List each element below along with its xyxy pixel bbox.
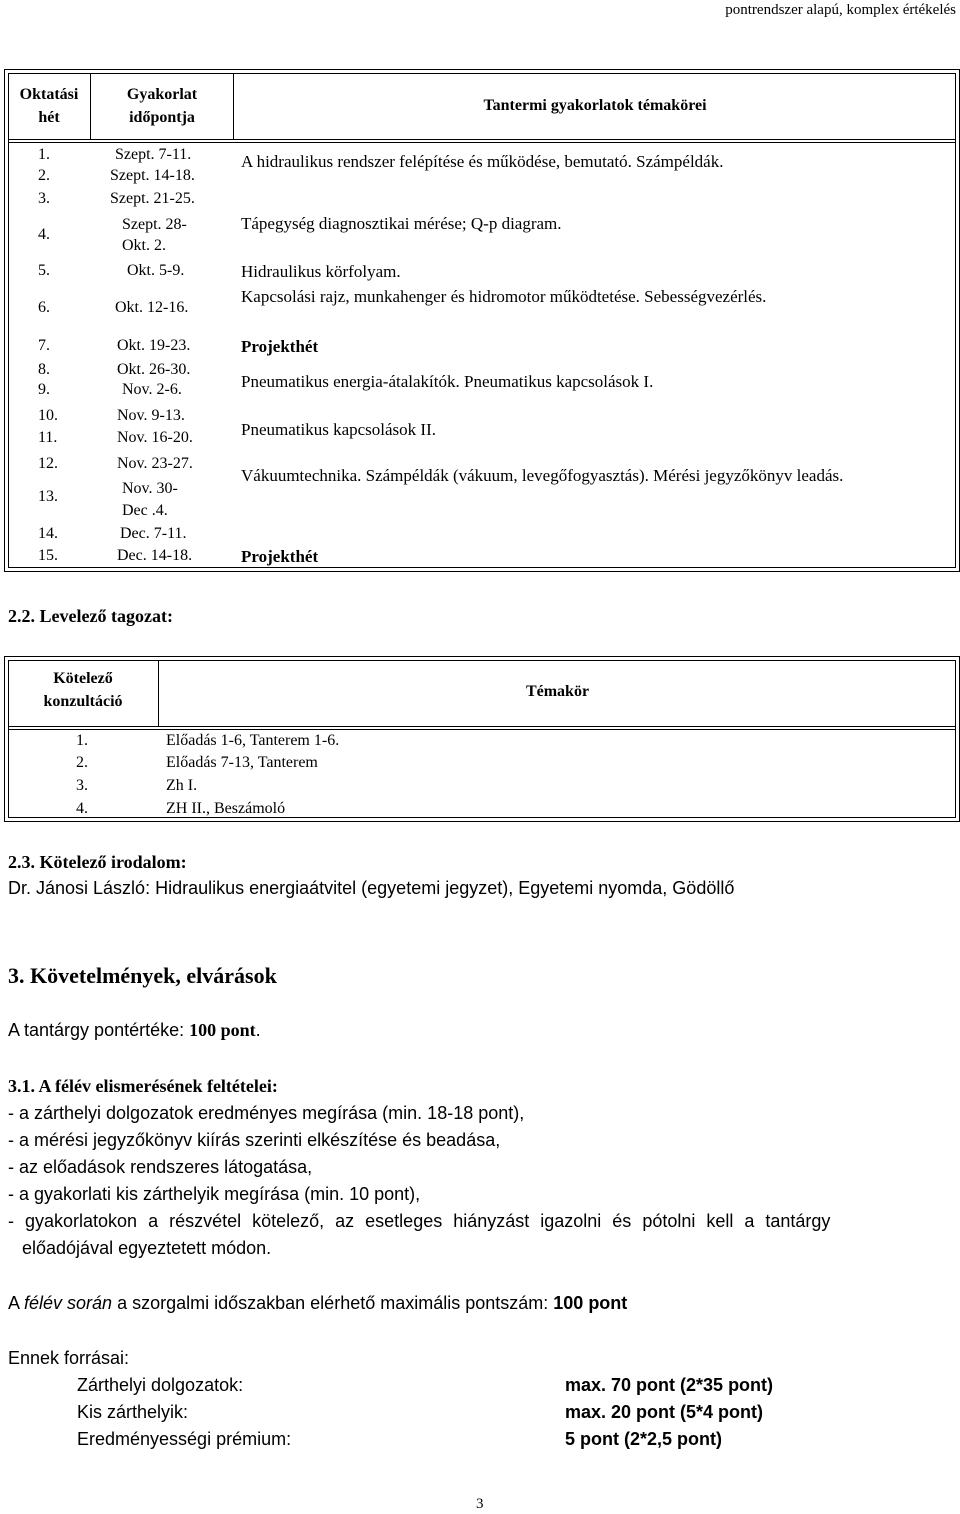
topic-1: A hidraulikus rendszer felépítése és működése, bemutató. Számpéldák. (241, 152, 724, 171)
topic-9-project-week: Projekthét (241, 547, 319, 566)
date-9: Nov. 2-6. (122, 381, 182, 398)
running-header: pontrendszer alapú, komplex értékelés (725, 2, 956, 18)
week-9: 9. (38, 381, 50, 398)
consult-num-1: 1. (76, 732, 88, 749)
consult-topic-2: Előadás 7-13, Tanterem (166, 754, 318, 771)
source-value-3: 5 pont (2*2,5 pont) (565, 1429, 722, 1449)
source-label-3: Eredményességi prémium: (77, 1429, 292, 1449)
header-topics: Tantermi gyakorlatok témakörei (483, 97, 707, 114)
week-5: 5. (38, 262, 50, 279)
condition-1: - a zárthelyi dolgozatok eredményes megírása (min. 18-18 pont), (8, 1103, 525, 1123)
condition-5: - gyakorlatokon a részvétel kötelező, az esetleges hiányzást igazolni és pótolni kell a tantárgy (8, 1211, 831, 1231)
consult-num-2: 2. (76, 754, 88, 771)
week-2: 2. (38, 167, 50, 184)
section-3-title: 3. Követelmények, elvárások (8, 963, 277, 988)
consult-topic-3: Zh I. (166, 777, 198, 794)
page-number: 3 (476, 1496, 484, 1512)
section-2-2-title: 2.2. Levelező tagozat: (8, 606, 173, 626)
source-label-2: Kis zárthelyik: (77, 1402, 189, 1422)
required-literature: Dr. Jánosi László: Hidraulikus energiaátvitel (egyetemi jegyzet), Egyetemi nyomda, Gödöllő (8, 878, 735, 898)
max-points: A félév során a szorgalmi időszakban elérhető maximális pontszám: 100 pont (8, 1293, 628, 1313)
week-11: 11. (38, 429, 58, 446)
week-13: 13. (38, 488, 58, 505)
section-2-3-title: 2.3. Kötelező irodalom: (8, 852, 187, 872)
topic-4: Kapcsolási rajz, munkahenger és hidromotor működtetése. Sebességvezérlés. (241, 287, 767, 306)
date-7: Okt. 19-23. (117, 337, 191, 354)
date-4: Szept. 28- Okt. 2. (122, 216, 187, 254)
topic-7: Pneumatikus kapcsolások II. (241, 420, 436, 439)
date-14: Dec. 7-11. (120, 525, 187, 542)
topic-8: Vákuumtechnika. Számpéldák (vákuum, levegőfogyasztás). Mérési jegyzőkönyv leadás. (241, 466, 844, 485)
source-value-1: max. 70 pont (2*35 pont) (565, 1375, 774, 1395)
consult-topic-4: ZH II., Beszámoló (166, 800, 286, 817)
header-separator (8, 139, 956, 140)
week-7: 7. (38, 337, 50, 354)
condition-2: - a mérési jegyzőkönyv kiírás szerinti elkészítése és beadása, (8, 1130, 501, 1150)
consult-header-num: Kötelező konzultáció (43, 670, 123, 710)
date-1: Szept. 7-11. (115, 146, 192, 163)
week-12: 12. (38, 455, 58, 472)
date-13: Nov. 30- Dec .4. (122, 480, 178, 519)
condition-3: - az előadások rendszeres látogatása, (8, 1157, 313, 1177)
date-11: Nov. 16-20. (117, 429, 193, 446)
topic-2: Tápegység diagnosztikai mérése; Q-p diagram. (241, 214, 562, 233)
date-8: Okt. 26-30. (117, 361, 191, 378)
date-3: Szept. 21-25. (110, 190, 195, 207)
week-1: 1. (38, 146, 50, 163)
date-12: Nov. 23-27. (117, 455, 193, 472)
topic-6: Pneumatikus energia-átalakítók. Pneumatikus kapcsolások I. (241, 372, 654, 391)
date-2: Szept. 14-18. (110, 167, 195, 184)
source-label-1: Zárthelyi dolgozatok: (77, 1375, 244, 1395)
week-4: 4. (38, 226, 50, 243)
header-date: Gyakorlat időpontja (126, 86, 198, 126)
consult-header-separator-double (8, 729, 956, 730)
consult-topic-1: Előadás 1-6, Tanterem 1-6. (166, 732, 340, 749)
date-15: Dec. 14-18. (117, 547, 193, 564)
date-6: Okt. 12-16. (115, 299, 189, 316)
consult-num-4: 4. (76, 800, 88, 817)
week-10: 10. (38, 407, 58, 424)
consult-header-separator (8, 726, 956, 727)
header-separator-double (8, 142, 956, 143)
sources-title: Ennek forrásai: (8, 1348, 130, 1368)
week-8: 8. (38, 361, 50, 378)
section-3-1-title: 3.1. A félév elismerésének feltételei: (8, 1076, 278, 1096)
date-10: Nov. 9-13. (117, 407, 185, 424)
course-points: A tantárgy pontértéke: 100 pont. (8, 1020, 261, 1040)
date-5: Okt. 5-9. (127, 262, 185, 279)
header-week: Oktatási hét (19, 86, 79, 126)
topic-5-project-week: Projekthét (241, 337, 319, 356)
source-value-2: max. 20 pont (5*4 pont) (565, 1402, 764, 1422)
week-15: 15. (38, 547, 58, 564)
topic-3: Hidraulikus körfolyam. (241, 262, 401, 281)
week-14: 14. (38, 525, 58, 542)
condition-5-continued: előadójával egyeztetett módon. (22, 1238, 272, 1258)
week-3: 3. (38, 190, 50, 207)
consult-header-topic: Témakör (525, 683, 590, 700)
week-6: 6. (38, 299, 50, 316)
condition-4: - a gyakorlati kis zárthelyik megírása (min. 10 pont), (8, 1184, 421, 1204)
consult-num-3: 3. (76, 777, 88, 794)
